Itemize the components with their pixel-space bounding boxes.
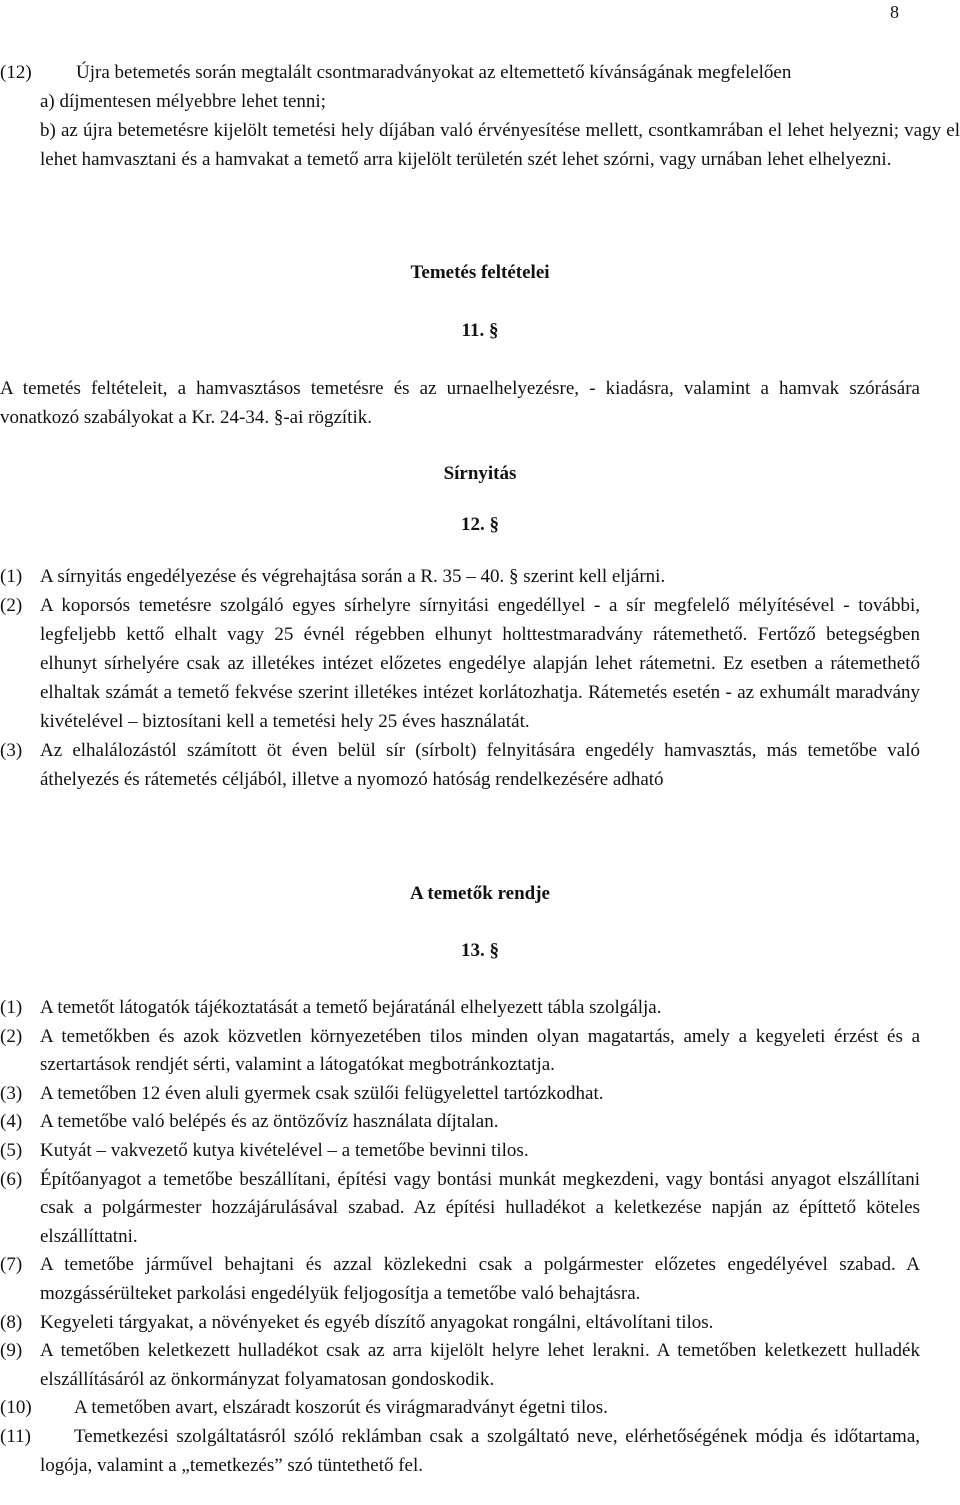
item-text: A sírnyitás engedélyezése és végrehajtása során a R. 35 – 40. § szerint kell eljárni. [40, 566, 666, 587]
section-13-list [0, 994, 920, 1480]
item-text: A temetőbe való belépés és az öntözővíz használata díjtalan. [40, 1111, 499, 1133]
list-item [0, 736, 920, 794]
item-text: Kutyát – vakvezető kutya kivételével – a temetőbe bevinni tilos. [40, 1139, 529, 1161]
item-number: (3) [0, 740, 23, 761]
list-item [0, 1166, 920, 1252]
item-number: (8) [0, 1311, 23, 1333]
list-item [0, 562, 920, 591]
item-number: (2) [0, 1025, 23, 1047]
item-text: Kegyeleti tárgyakat, a növényeket és egyéb díszítő anyagokat rongálni, eltávolítani tilos. [40, 1311, 714, 1333]
paragraph-text: Újra betemetés során megtalált csontmaradványokat az eltemettető kívánságának megfelelően [76, 62, 792, 83]
paragraph-12 [0, 58, 960, 174]
list-item [0, 1108, 920, 1137]
item-number: (4) [0, 1111, 23, 1133]
list-item [0, 1137, 920, 1166]
list-item-b: b) az újra betemetésre kijelölt temetési hely díjában való érvényesítése mellett, csontkamrában el lehet helyezni; vagy el lehet hamvasztani és a hamvakat a temető arra kijelölt területén szét lehet szórni, vagy urnában lehet elhelyezni. [40, 120, 960, 170]
section-11-heading: Temetés feltételei [410, 262, 550, 283]
item-text: Az elhalálozástól számított öt éven belül sír (sírbolt) felnyitására engedély hamvasztás, más temetőbe való áthelyezés és rátemetés céljából, illetve a nyomozó hatóság rendelkezésére adható [40, 740, 920, 790]
section-11-number: 11. § [461, 320, 499, 341]
list-item [0, 994, 920, 1023]
paragraph-12-intro [0, 58, 960, 87]
item-number: (1) [0, 566, 23, 587]
item-text: A temetőben keletkezett hulladékot csak az arra kijelölt helyre lehet lerakni. A temetőben keletkezett hulladék elszállításáról az önkormányzat folyamatosan gondoskodik. [40, 1340, 920, 1390]
item-number: (3) [0, 1082, 23, 1104]
section-13-number: 13. § [461, 940, 499, 961]
section-12-number: 12. § [461, 514, 499, 535]
section-13-heading: A temetők rendje [409, 883, 550, 904]
item-number: (5) [0, 1139, 23, 1161]
item-text: Építőanyagot a temetőbe beszállítani, építési vagy bontási munkát megkezdeni, vagy bontási anyagot elszállítani csak a polgármester hozzájárulásával szabad. Az építési hulladékot a keletkezése napján az építtető köteles elszállíttatni. [40, 1168, 920, 1247]
item-text: A koporsós temetésre szolgáló egyes sírhelyre sírnyitási engedéllyel - a sír megfelelő mélyítésével - további, legfeljebb kettő elhalt vagy 25 évnél régebben elhunyt holttestmaradvány rátemethető. Fertőző betegségben elhunyt sírhelyére csak az illetékes intézet előzetes engedélye alapján lehet rátemetni. Ez esetben a rátemethető elhaltak számát a temető fekvése szerint illetékes intézet korlátozhatja. Rátemetés esetén - az exhumált maradvány kivételével – biztosítani kell a temetési hely 25 éves használatát. [40, 595, 920, 732]
item-number: (7) [0, 1254, 23, 1276]
item-number: (6) [0, 1168, 23, 1190]
item-text: A temetőben avart, elszáradt koszorút és virágmaradványt égetni tilos. [74, 1397, 608, 1419]
item-number: (9) [0, 1340, 23, 1362]
item-text: A temetőbe járművel behajtani és azzal közlekedni csak a polgármester előzetes engedélyével szabad. A mozgássérülteket parkolási engedélyük feljogosítja a temetőbe való behajtásra. [40, 1254, 920, 1304]
item-text: A temetőben 12 éven aluli gyermek csak szülői felügyelettel tartózkodhat. [40, 1082, 604, 1104]
item-number: (2) [0, 595, 23, 616]
list-item [0, 1337, 920, 1394]
paragraph-number: (12) [0, 62, 32, 83]
list-item [0, 1023, 920, 1080]
list-item [0, 1309, 920, 1338]
section-12-list [0, 562, 920, 794]
list-item [0, 1423, 920, 1480]
list-item [0, 1394, 920, 1423]
item-number: (1) [0, 997, 23, 1018]
list-item [0, 1080, 920, 1109]
section-11-text: A temetés feltételeit, a hamvasztásos temetésre és az urnaelhelyezésre, - kiadásra, valamint a hamvak szórására vonatkozó szabályokat a Kr. 24-34. §-ai rögzítik. [0, 378, 920, 428]
item-text: A temetőt látogatók tájékoztatását a temető bejáratánál elhelyezett tábla szolgálja. [40, 997, 662, 1018]
section-12-heading: Sírnyitás [443, 463, 517, 484]
list-item-a: a) díjmentesen mélyebbre lehet tenni; [40, 91, 326, 112]
page-number: 8 [890, 2, 899, 22]
list-item [0, 591, 920, 736]
item-text: A temetőkben és azok közvetlen környezetében tilos minden olyan magatartás, amely a kegyeleti érzést és a szertartások rendjét sérti, valamint a látogatókat megbotránkoztatja. [40, 1025, 920, 1076]
item-number: (10) [0, 1397, 32, 1419]
list-item [0, 1251, 920, 1308]
item-number: (11) [0, 1425, 31, 1447]
item-text: Temetkezési szolgáltatásról szóló reklámban csak a szolgáltató neve, elérhetőségének módja és időtartama, logója, valamint a „temetkezés” szó tüntethető fel. [40, 1425, 920, 1476]
